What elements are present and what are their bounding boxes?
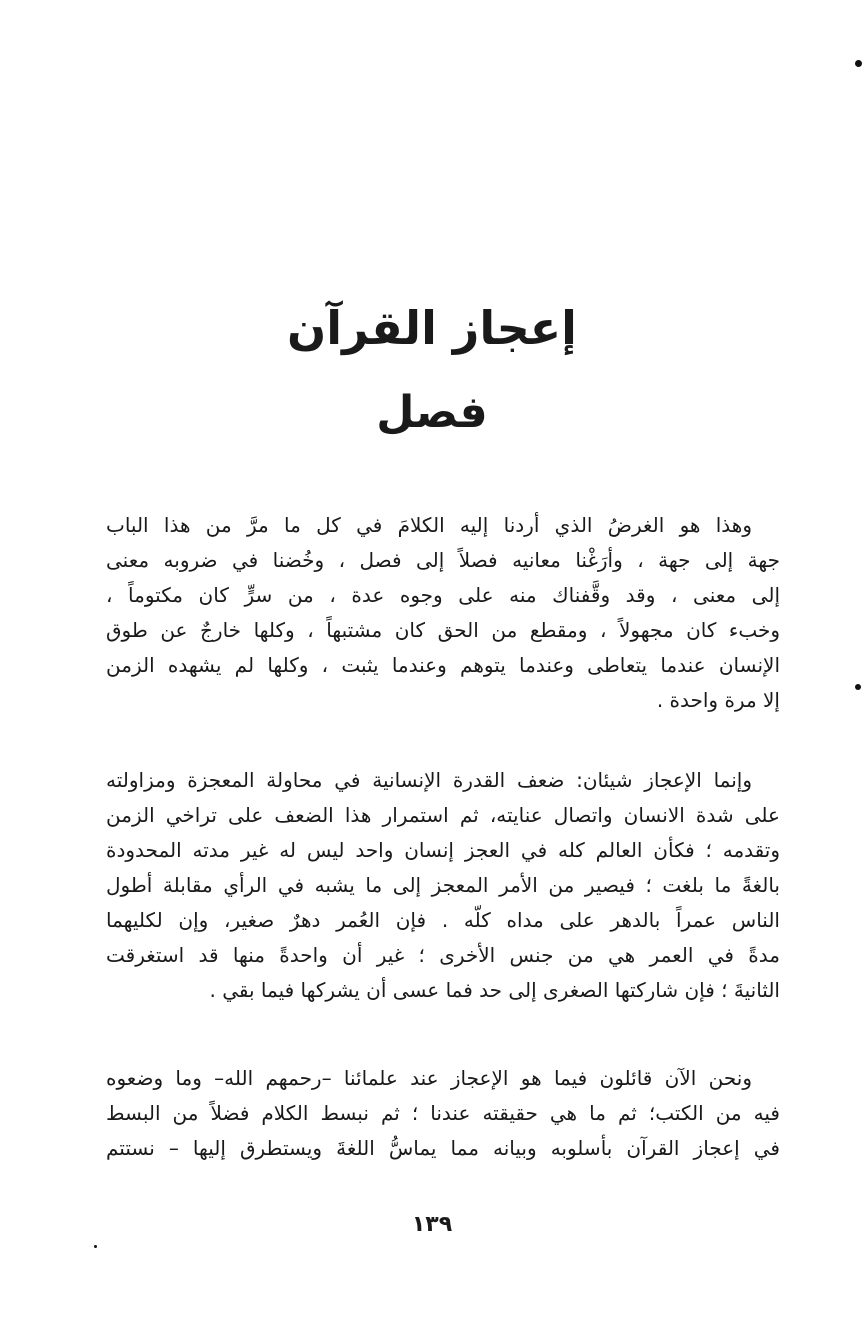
text-line: في إعجاز القرآن بأسلوبه وبيانه مما يماسُّ اللغةَ ويستطرق إليها – نستتم bbox=[106, 1136, 780, 1160]
text-line: وتقدمه ؛ فكأن العالم كله في العجز إنسان واحد ليس له غير مدته المحدودة bbox=[106, 838, 780, 862]
scan-speck bbox=[855, 60, 862, 67]
page-number: ١٣٩ bbox=[411, 1212, 453, 1237]
text-line: الثانيةَ ؛ فإن شاركتها الصغرى إلى حد فما عسى أن يشركها فيما بقي . bbox=[209, 978, 780, 1002]
scan-speck bbox=[94, 1245, 97, 1248]
text-line: جهة إلى جهة ، وأرَغْنا معانيه فصلاً إلى فصل ، وخُضنا في ضروبه معنى bbox=[106, 548, 780, 572]
text-line: وإنما الإعجاز شيئان: ضعف القدرة الإنسانية في محاولة المعجزة ومزاولته bbox=[106, 768, 752, 792]
text-line: وهذا هو الغرضُ الذي أردنا إليه الكلامَ في كل ما مرَّ من هذا الباب bbox=[106, 513, 752, 537]
text-line: مدةً في العمر هي من جنس الأخرى ؛ غير أن واحدةً منها قد استغرقت bbox=[106, 943, 780, 967]
text-line: وخبء كان مجهولاً ، ومقطع من الحق كان مشتبهاً ، وكلها خارجٌ عن طوق bbox=[106, 618, 780, 642]
text-line: الإنسان عندما يتعاطى وعندما يتوهم وعندما يثبت ، وكلها لم يشهده الزمن bbox=[106, 653, 780, 677]
text-line: إلى معنى ، وقد وقَّفناك منه على وجوه عدة ، من سرٍّ كان مكتوماً ، bbox=[106, 583, 780, 607]
text-line: فيه من الكتب؛ ثم ما هي حقيقته عندنا ؛ ثم نبسط الكلام فضلاً من البسط bbox=[106, 1101, 780, 1125]
scan-speck bbox=[855, 684, 861, 690]
text-line: إلا مرة واحدة . bbox=[656, 688, 780, 712]
text-line: على شدة الانسان واتصال عنايته، ثم استمرار هذا الضعف على تراخي الزمن bbox=[106, 803, 780, 827]
text-line: الناس عمراً بالدهر على مداه كلّه . فإن العُمر دهرٌ صغير، وإن لكليهما bbox=[106, 908, 780, 932]
paragraph bbox=[106, 763, 780, 1008]
section-heading: فصل bbox=[376, 387, 488, 438]
text-line: ونحن الآن قائلون فيما هو الإعجاز عند علمائنا –رحمهم الله– وما وضعوه bbox=[106, 1066, 752, 1090]
paragraph bbox=[106, 508, 780, 718]
paragraph bbox=[106, 1061, 780, 1166]
text-line: بالغةً ما بلغت ؛ فيصير من الأمر المعجز إلى ما يشبه في الرأي مقابلة أطول bbox=[106, 873, 780, 897]
chapter-title: إعجاز القرآن bbox=[287, 301, 577, 355]
